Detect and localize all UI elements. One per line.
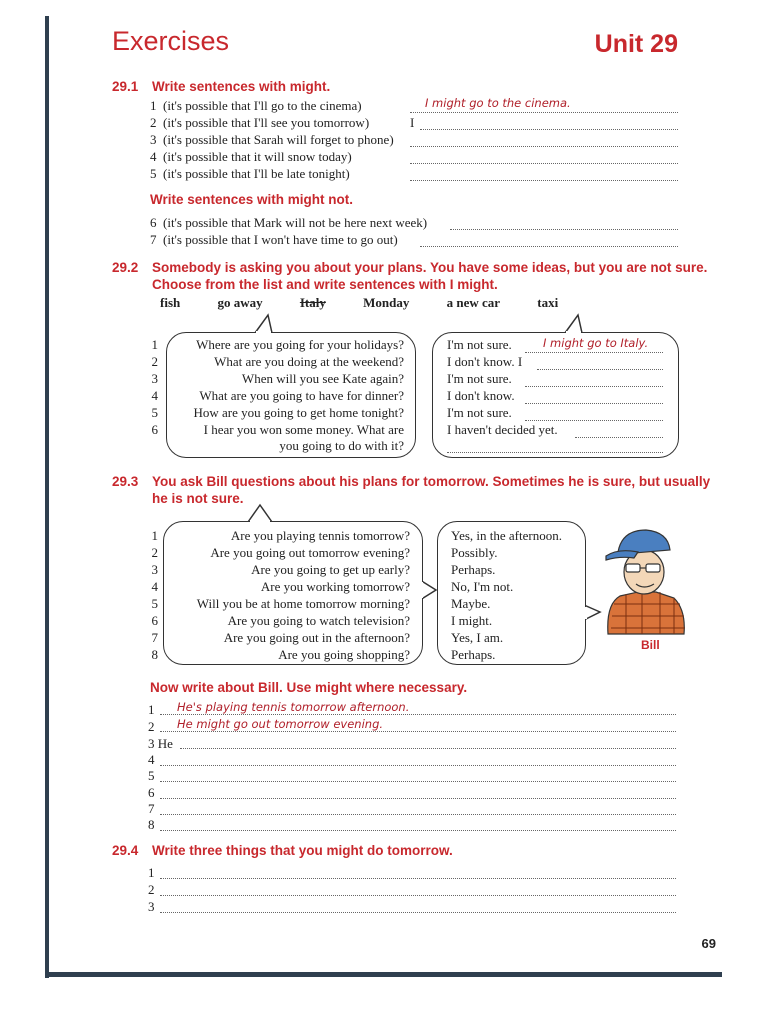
row-number: 4	[148, 752, 155, 767]
bill-answer: Maybe.	[451, 596, 491, 611]
bill-answer: Possibly.	[451, 545, 498, 560]
handwritten-answer: I might go to the cinema.	[425, 96, 571, 110]
exercise-item: 2 (it's possible that I'll see you tomorrow)	[150, 115, 370, 130]
row-number: 7	[148, 801, 155, 816]
row-number: 3	[151, 371, 158, 386]
row-number: 1	[151, 528, 158, 543]
question-text: Are you going shopping?	[278, 647, 410, 662]
answer-line[interactable]	[160, 731, 676, 732]
question-text: What are you going to have for dinner?	[199, 388, 404, 403]
answer-text: I don't know. I	[447, 354, 523, 369]
exercise-item: 6 (it's possible that Mark will not be here next week)	[150, 215, 428, 230]
bill-label: Bill	[641, 638, 660, 652]
answer-line[interactable]	[160, 765, 676, 766]
answer-line[interactable]	[160, 714, 676, 715]
bill-answer: Perhaps.	[451, 562, 496, 577]
row-number: 6	[148, 785, 155, 800]
exercise-instruction-cont: Choose from the list and write sentences with I might.	[152, 277, 498, 292]
question-text: Are you going out tomorrow evening?	[210, 545, 410, 560]
exercise-item: 3 (it's possible that Sarah will forget to phone)	[150, 132, 394, 147]
answer-text: I'm not sure.	[447, 337, 512, 352]
question-text: What are you doing at the weekend?	[214, 354, 404, 369]
row-number: 1	[151, 337, 158, 352]
exercise-number: 29.4	[112, 843, 139, 858]
answer-text: I'm not sure.	[447, 371, 512, 386]
question-text: Where are you going for your holidays?	[196, 337, 404, 352]
page-title: Exercises	[112, 26, 230, 56]
question-text: Are you going out in the afternoon?	[223, 630, 410, 645]
handwritten-answer: He might go out tomorrow evening.	[177, 717, 384, 731]
exercise-item: 5 (it's possible that I'll be late tonight)	[150, 166, 350, 181]
exercise-item: 7 (it's possible that I won't have time to go out)	[150, 232, 398, 247]
answer-start: I	[410, 115, 415, 130]
bill-answer: Yes, in the afternoon.	[451, 528, 562, 543]
handwritten-answer: He's playing tennis tomorrow afternoon.	[177, 700, 410, 714]
question-text: Are you going to watch television?	[227, 613, 410, 628]
row-number: 3	[148, 899, 155, 914]
answer-line[interactable]	[160, 912, 676, 913]
question-text: Will you be at home tomorrow morning?	[196, 596, 410, 611]
exercise-instruction: You ask Bill questions about his plans for tomorrow. Sometimes he is sure, but usually	[152, 474, 711, 489]
exercise-instruction-cont: he is not sure.	[152, 491, 244, 506]
answer-line[interactable]	[160, 781, 676, 782]
answer-line[interactable]	[160, 878, 676, 879]
bill-answer: Perhaps.	[451, 647, 496, 662]
unit-label: Unit 29	[594, 30, 678, 58]
word-item: taxi	[537, 295, 559, 310]
answer-line[interactable]	[160, 814, 676, 815]
handwritten-answer: I might go to Italy.	[543, 336, 649, 350]
answer-text: I don't know.	[447, 388, 515, 403]
exercise-instruction: Write sentences with might.	[152, 79, 331, 94]
question-text: I hear you won some money. What are	[203, 422, 404, 437]
row-number: 2	[148, 882, 155, 897]
bill-answer: I might.	[451, 613, 493, 628]
question-text: Are you playing tennis tomorrow?	[230, 528, 410, 543]
row-number: 5	[148, 768, 155, 783]
exercise-item: 1 (it's possible that I'll go to the cinema)	[150, 98, 362, 113]
row-number: 1	[148, 702, 155, 717]
answer-line[interactable]	[160, 830, 676, 831]
row-number: 4	[151, 388, 158, 403]
question-text: How are you going to get home tonight?	[193, 405, 404, 420]
exercise-item: 4 (it's possible that it will snow today)	[150, 149, 352, 164]
row-number: 5	[151, 405, 158, 420]
answer-line[interactable]	[160, 798, 676, 799]
row-number: 2	[151, 354, 158, 369]
question-text: Are you working tomorrow?	[260, 579, 410, 594]
row-number: 1	[148, 865, 155, 880]
exercise-instruction: Write three things that you might do tomorrow.	[152, 843, 453, 858]
answer-text: I'm not sure.	[447, 405, 512, 420]
word-item-crossed-out: Italy	[299, 295, 326, 310]
word-item: Monday	[363, 295, 410, 310]
bill-answer: No, I'm not.	[451, 579, 514, 594]
word-item: go away	[217, 295, 263, 310]
page-number: 69	[701, 936, 716, 951]
exercise-sub-instruction: Now write about Bill. Use might where necessary.	[150, 680, 468, 695]
exercise-29-4-header	[112, 842, 453, 859]
question-text: Are you going to get up early?	[251, 562, 410, 577]
question-text: you going to do with it?	[279, 438, 404, 453]
row-number: 7	[151, 630, 158, 645]
writing-row: 3 He	[148, 736, 173, 751]
row-number: 3	[151, 562, 158, 577]
exercise-number: 29.2	[112, 260, 139, 275]
answer-line[interactable]	[180, 748, 676, 749]
answer-text: I haven't decided yet.	[447, 422, 558, 437]
bill-illustration	[598, 524, 690, 639]
row-number: 8	[148, 817, 155, 832]
row-number: 8	[151, 647, 158, 662]
row-number: 6	[151, 422, 158, 437]
row-number: 4	[151, 579, 158, 594]
row-number: 6	[151, 613, 158, 628]
row-number: 2	[148, 719, 155, 734]
answer-line[interactable]	[160, 895, 676, 896]
exercise-sub-instruction: Write sentences with might not.	[150, 192, 354, 207]
row-number: 2	[151, 545, 158, 560]
exercise-number: 29.3	[112, 474, 139, 489]
exercise-instruction: Somebody is asking you about your plans. You have some ideas, but you are not sure.	[152, 260, 708, 275]
row-number: 5	[151, 596, 158, 611]
word-item: a new car	[446, 295, 501, 310]
bill-answer: Yes, I am.	[451, 630, 504, 645]
exercise-number: 29.1	[112, 79, 139, 94]
question-text: When will you see Kate again?	[241, 371, 404, 386]
word-item: fish	[160, 295, 181, 310]
